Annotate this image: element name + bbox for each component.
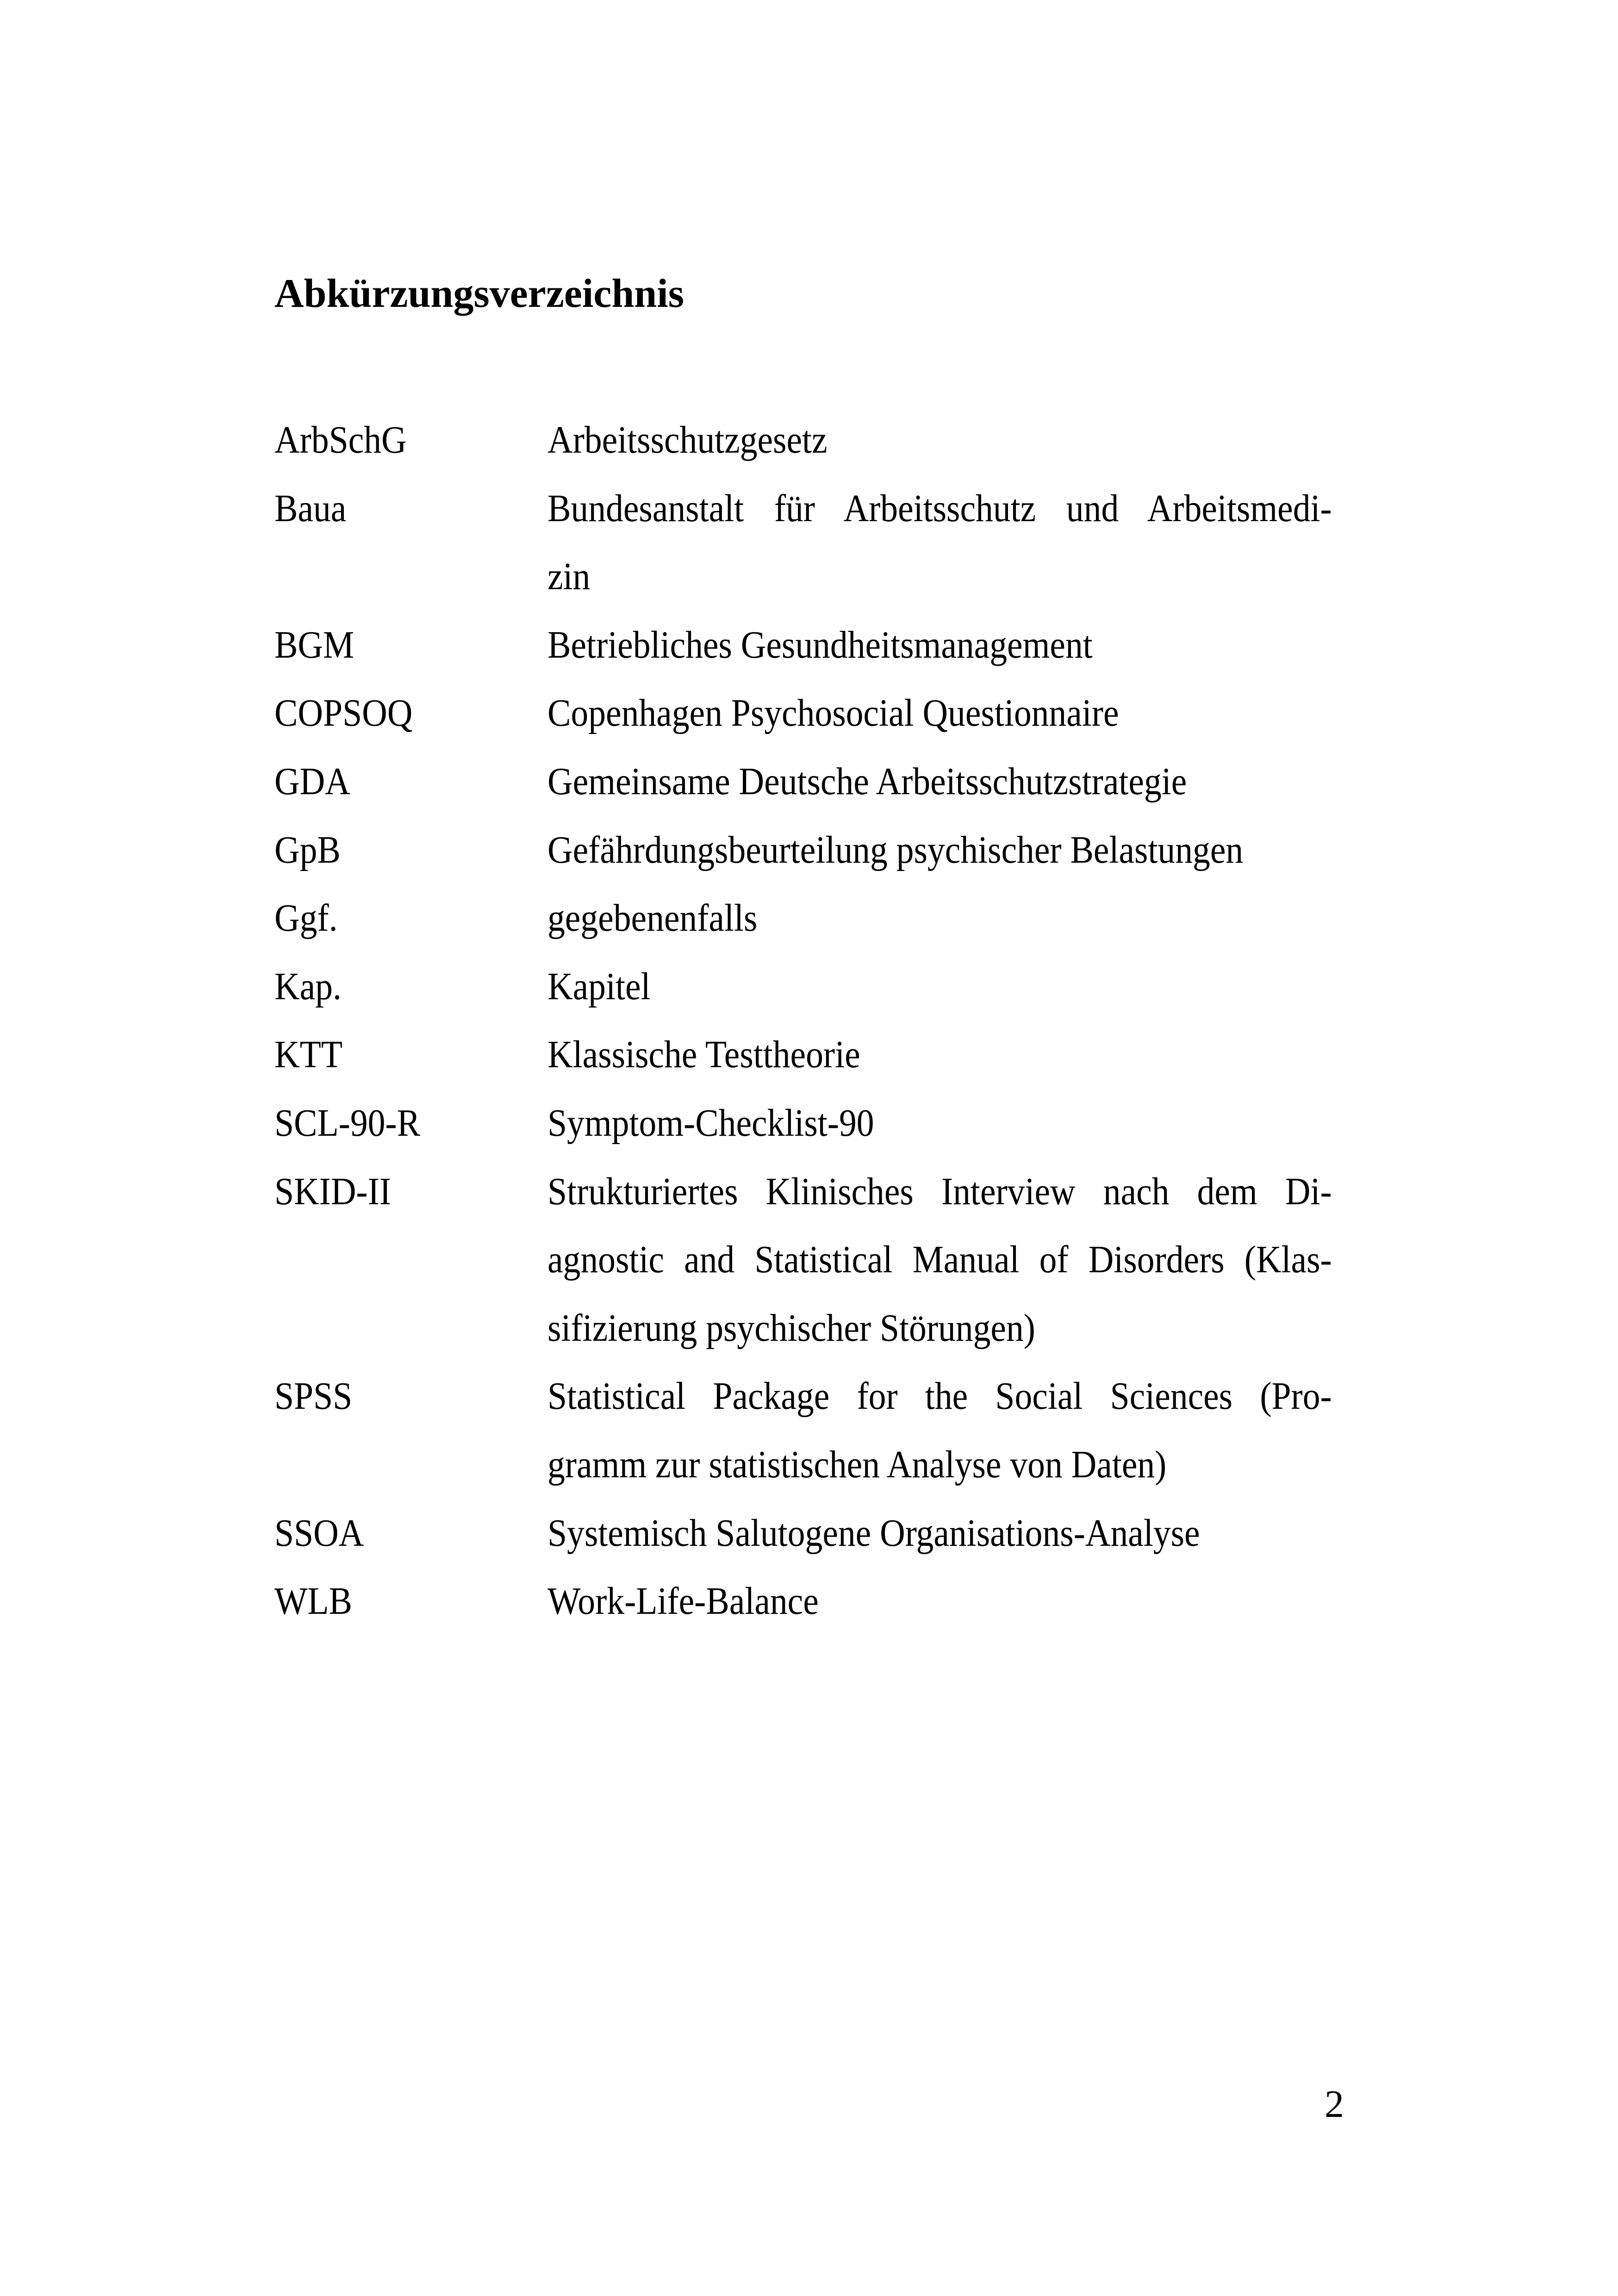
page-title: Abkürzungsverzeichnis: [274, 271, 684, 316]
abbreviation-term-text: Ggf.: [274, 896, 338, 940]
abbreviation-definition-line: Arbeitsschutzgesetz: [548, 418, 828, 461]
abbreviation-term-text: BGM: [274, 623, 355, 666]
abbreviation-term-text: SPSS: [274, 1375, 353, 1418]
abbreviation-definition-line: Klassische Testtheorie: [548, 1033, 860, 1076]
abbreviation-term: [274, 964, 349, 1010]
abbreviation-term-text: SKID-II: [274, 1170, 391, 1213]
abbreviation-definition-line: agnostic and Statistical Manual of Disorders (Klas-: [548, 1238, 1332, 1282]
abbreviation-term-text: KTT: [274, 1033, 342, 1076]
abbreviation-definition-line: Bundesanstalt für Arbeitsschutz und Arbeitsmedi-: [548, 486, 1332, 530]
abbreviation-term: [274, 622, 363, 668]
page-number: 2: [1325, 2083, 1344, 2126]
abbreviation-term-text: SSOA: [274, 1511, 364, 1555]
abbreviation-definition-line: gegebenenfalls: [548, 896, 758, 940]
abbreviation-definition-line: Betriebliches Gesundheitsmanagement: [548, 623, 1093, 666]
abbreviation-definition-line: zin: [548, 555, 591, 598]
abbreviation-term: [274, 690, 428, 736]
abbreviation-definition-line: Gemeinsame Deutsche Arbeitsschutzstrategie: [548, 760, 1187, 803]
abbreviation-definition-line: Gefährdungsbeurteilung psychischer Belastungen: [548, 828, 1244, 871]
abbreviation-term-text: Kap.: [274, 964, 342, 1008]
abbreviation-term-text: GDA: [274, 760, 350, 803]
abbreviation-term: [274, 1578, 361, 1624]
abbreviation-definition-line: sifizierung psychischer Störungen): [548, 1306, 1035, 1350]
abbreviation-definition-line: Kapitel: [548, 964, 651, 1008]
abbreviation-definition-line: Symptom-Checklist-90: [548, 1101, 874, 1145]
abbreviation-definition-line: Work-Life-Balance: [548, 1580, 819, 1623]
abbreviation-term-text: WLB: [274, 1580, 352, 1623]
abbreviation-term-text: Baua: [274, 486, 347, 530]
abbreviation-term: [274, 1373, 361, 1419]
abbreviation-definition-line: Statistical Package for the Social Sciences (Pro-: [548, 1375, 1332, 1418]
abbreviation-term-text: GpB: [274, 828, 341, 871]
abbreviation-definition-line: Copenhagen Psychosocial Questionnaire: [548, 691, 1119, 735]
abbreviation-term: [274, 827, 348, 873]
abbreviation-term: [274, 417, 421, 463]
abbreviation-definition-line: gramm zur statistischen Analyse von Daten): [548, 1443, 1167, 1486]
abbreviation-term: [274, 1510, 374, 1556]
abbreviation-term: [274, 1169, 404, 1215]
abbreviation-term: [274, 1100, 436, 1146]
abbreviation-term: [274, 485, 355, 532]
abbreviation-term: [274, 1032, 350, 1078]
abbreviation-term: [274, 895, 345, 941]
abbreviation-term-text: COPSOQ: [274, 691, 413, 735]
abbreviation-definition-line: Strukturiertes Klinisches Interview nach dem Di-: [548, 1170, 1332, 1213]
abbreviation-definition-line: Systemisch Salutogene Organisations-Analyse: [548, 1511, 1200, 1555]
abbreviation-term: [274, 759, 359, 805]
abbreviation-term-text: ArbSchG: [274, 418, 407, 461]
abbreviation-term-text: SCL-90-R: [274, 1101, 421, 1145]
